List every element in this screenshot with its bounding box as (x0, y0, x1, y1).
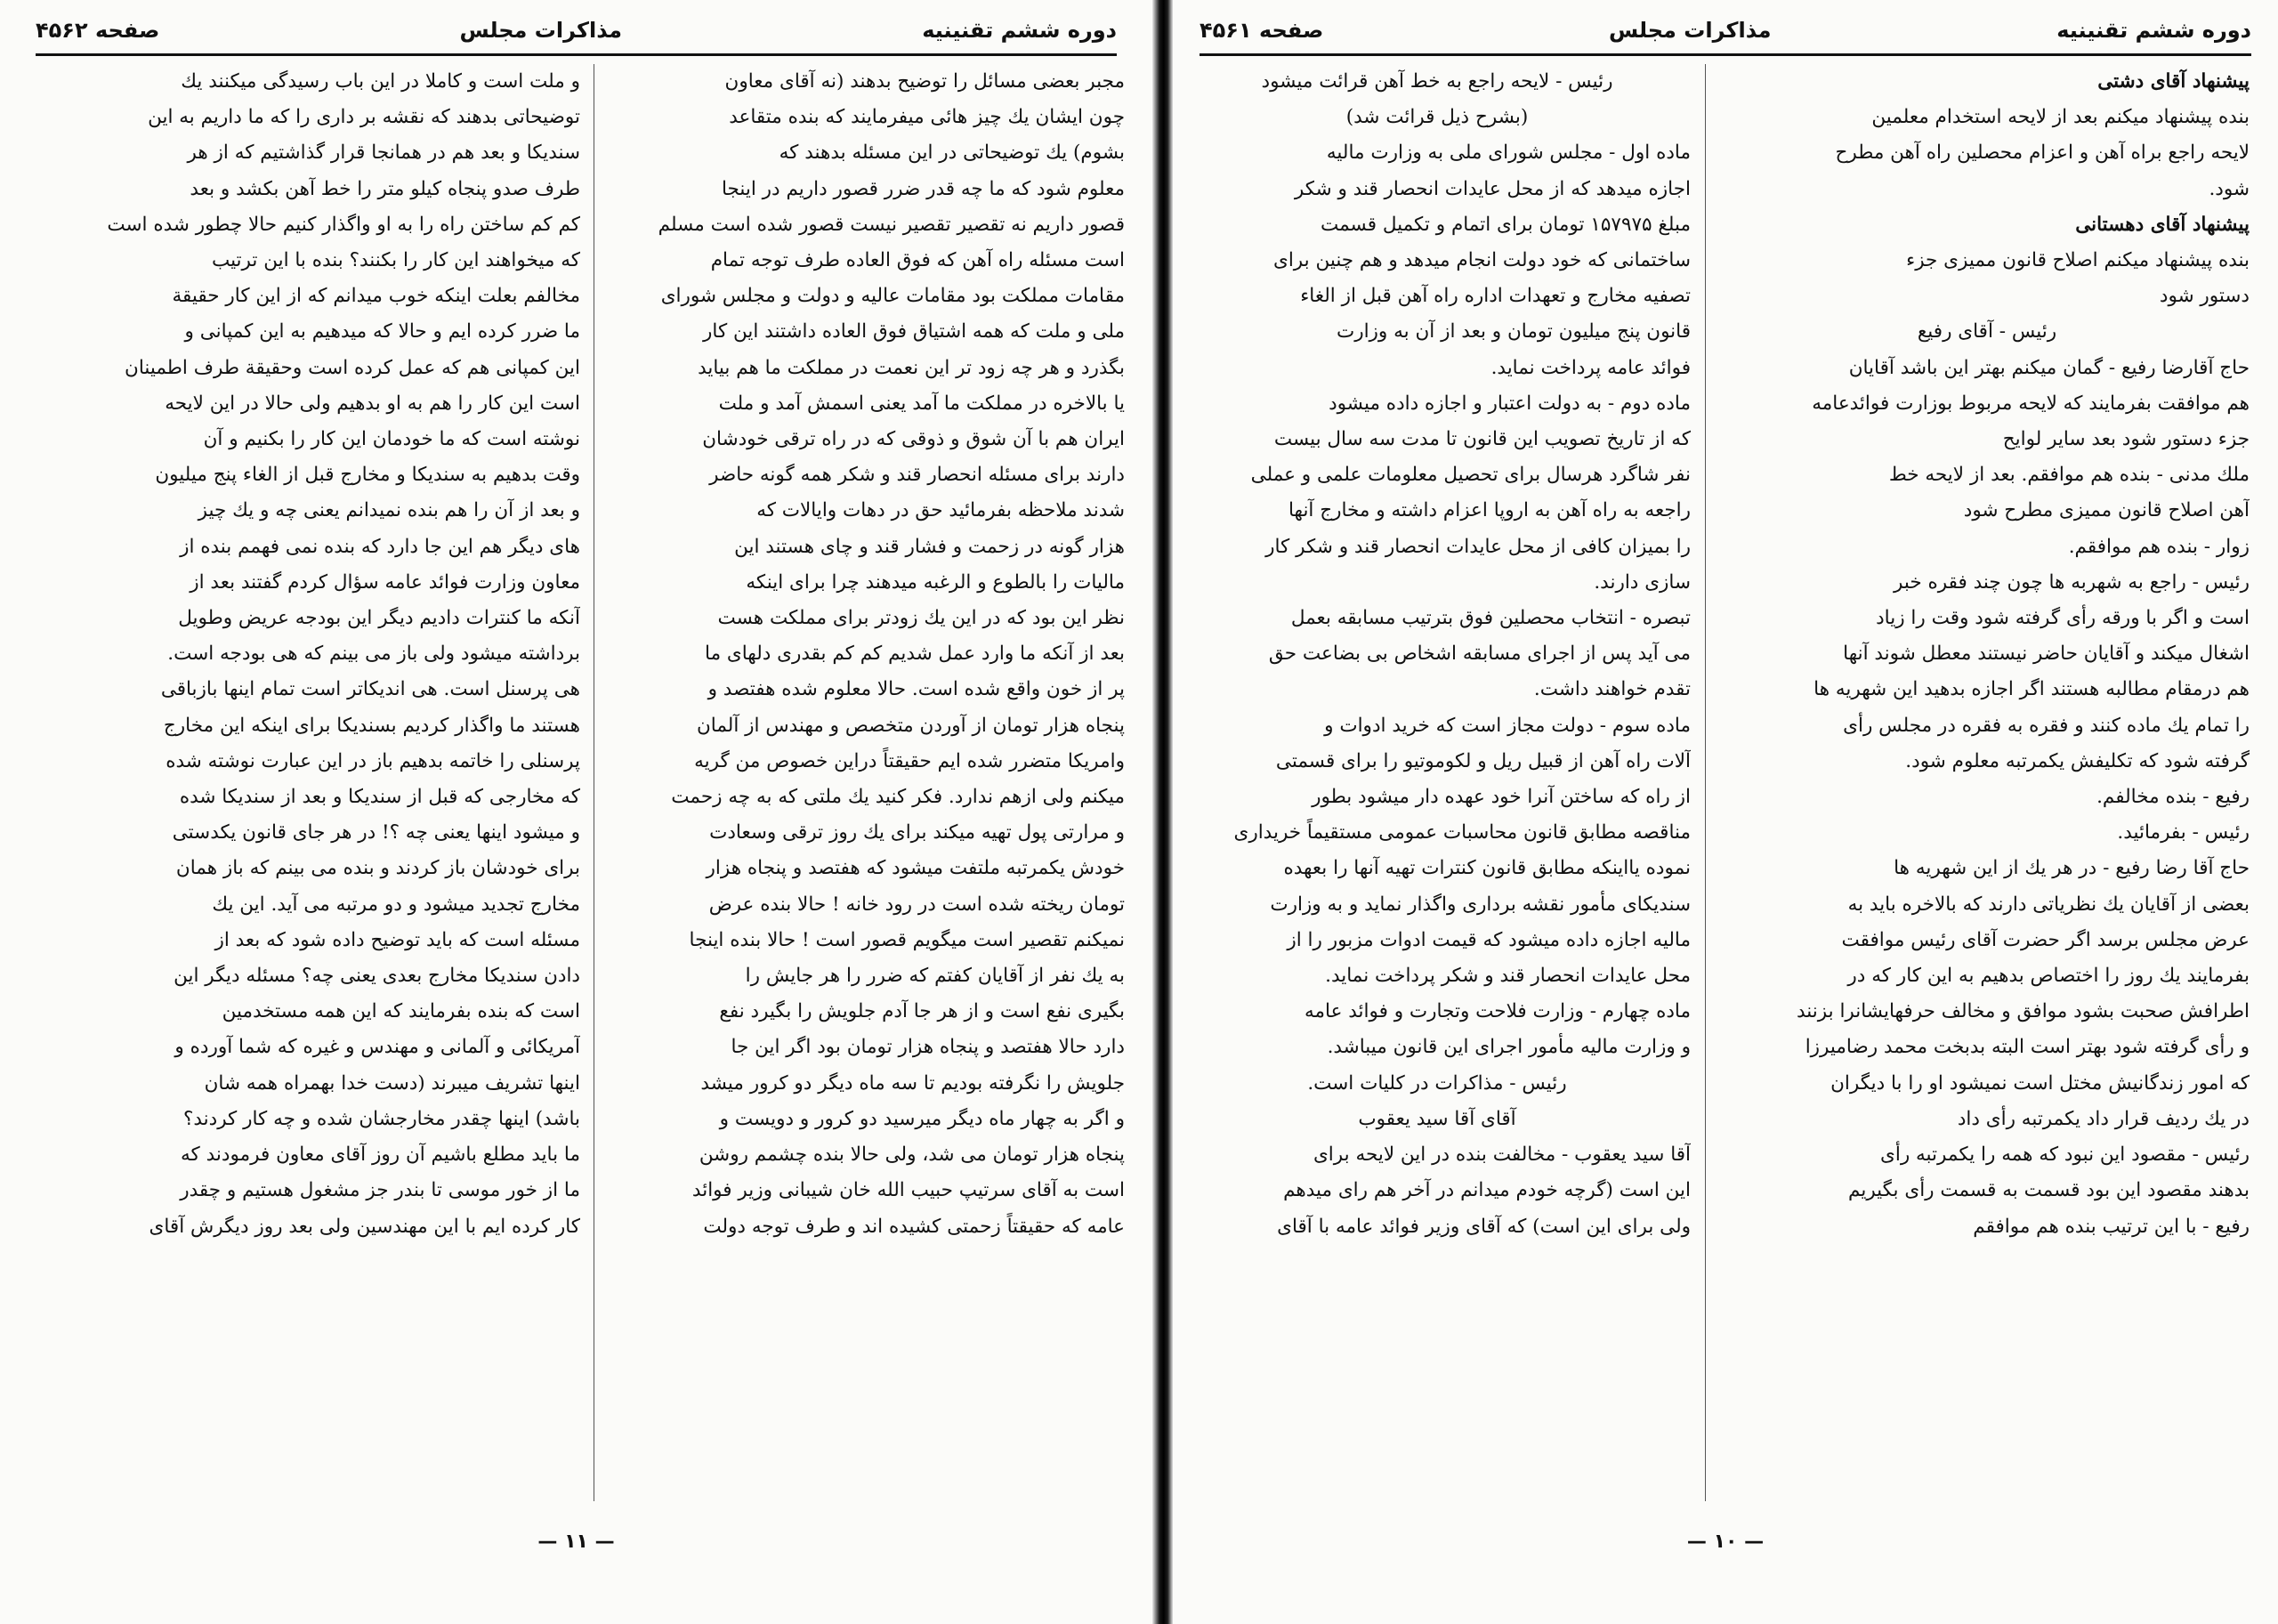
left-page-number: صفحه ۴۵۶۲ (36, 18, 160, 43)
text-line: پنجاه هزار تومان از آوردن متخصص و مهندس از آلمان (697, 714, 1125, 737)
text-line: رئیس - مذاکرات در کلیات است. (1307, 1071, 1567, 1095)
text-line: هی پرسنل است. هی اندیکاتر است تمام اینها بازباقی (160, 678, 580, 701)
text-line: نموده یااینکه مطابق قانون کنترات تهیه آنها را بعهده (1283, 857, 1691, 880)
text-line: که امور زندگانیش مختل است نمیشود او را با دیگران (1830, 1071, 2250, 1095)
text-line: هستند ما واگذار کردیم بسندیکا برای اینکه این مخارج (163, 714, 580, 737)
text-line: آلات راه آهن از قبیل ریل و لکوموتیو را برای قسمتی (1275, 749, 1691, 772)
text-line: وامریکا متضرر شده ایم حقیقتاً دراین خصوص من گریه (694, 749, 1125, 772)
text-line: مخارج تجدید میشود و دو مرتبه می آید. این یك (212, 893, 580, 916)
text-line: ماده چهارم - وزارت فلاحت وتجارت و فوائد عامه (1304, 1000, 1691, 1023)
text-line: خودش یکمرتبه ملتفت میشود که هفتصد و پنجاه هزار (706, 857, 1125, 880)
text-line: ما از خور موسی تا بندر جز مشغول هستیم و چقدر (180, 1179, 580, 1202)
text-line: میکنم ولی ازهم ندارد. فکر کنید یك ملتی که به چه زحمت (671, 786, 1125, 809)
text-line: و میشود اینها یعنی چه ؟! در هر جای قانون یکدستی (172, 821, 580, 844)
right-page-left-column (1183, 64, 1691, 1506)
text-line: و ملت است و کاملا در این باب رسیدگی میکنند یك (181, 70, 580, 93)
text-line: پر از خون واقع شده است. حالا معلوم شده هفتصد و (707, 678, 1125, 701)
text-line: ما باید مطلع باشیم آن روز آقای معاون فرمودند که (181, 1143, 580, 1167)
text-line: زوار - بنده هم موافقم. (2068, 535, 2250, 558)
text-line: هم درمقام مطالبه هستند اگر اجازه بدهید این شهریه ها (1814, 678, 2250, 701)
text-line: مالیه اجازه داده میشود که قیمت ادوات مزبور را از (1287, 928, 1691, 951)
text-line: سندیکای مأمور نقشه برداری واگذار نماید و به وزارت (1270, 893, 1691, 916)
text-line: عامه که حقیقتاً زحمتی کشیده اند و طرف توجه دولت (703, 1215, 1125, 1238)
text-line: بعد از آنکه ما وارد عمل شدیم کم کم بقدری دلهای ما (705, 642, 1125, 666)
text-line: به یك نفر از آقایان کفتم که ضرر را هر جایش را (745, 965, 1125, 988)
right-page-header (1200, 7, 2251, 56)
right-page-number: صفحه ۴۵۶۱ (1200, 18, 1324, 43)
text-line: تصفیه مخارج و تعهدات اداره راه آهن قبل از الغاء (1300, 285, 1691, 308)
text-line: حاج آقارضا رفیع - گمان میکنم بهتر این باشد آقایان (1848, 356, 2250, 379)
text-line: می آید پس از اجرای مسابقه اشخاص بی بضاعت حق (1268, 642, 1691, 666)
text-line: دادن سندیکا مخارج بعدی یعنی چه؟ مسئله دیگر این (174, 965, 580, 988)
text-line: قصور داریم نه تقصیر تقصیر نیست قصور شده است مسلم (658, 213, 1125, 236)
text-line: مجبر بعضی مسائل را توضیح بدهند (نه آقای معاون (724, 70, 1125, 93)
text-line: لایحه راجع براه آهن و اعزام محصلین راه آهن مطرح (1835, 141, 2250, 165)
text-line: ماده دوم - به دولت اعتبار و اجازه داده میشود (1329, 392, 1691, 415)
text-line: بشوم) یك توضیحاتی در این مسئله بدهند که (779, 141, 1125, 165)
text-line: برداشته میشود ولی باز می بینم که هی بودجه است. (167, 642, 580, 666)
text-line: در یك ردیف قرار داد یکمرتبه رأی داد (1957, 1107, 2250, 1130)
text-line: را بمیزان کافی از محل عایدات انحصار قند و شکر کار (1265, 535, 1691, 558)
right-page-footer: — ۱۰ — (1686, 1531, 1765, 1553)
text-line: و بعد از آن را هم بنده نمیدانم یعنی چه و یك چیز (198, 499, 580, 522)
right-page (1173, 0, 2278, 1624)
left-session-label: دوره ششم تقنینیه (922, 18, 1117, 43)
text-line: ماده اول - مجلس شورای ملی به وزارت مالیه (1326, 141, 1691, 165)
text-line: و مرارتی پول تهیه میکند برای یك روز ترقی وسعادت (709, 821, 1125, 844)
text-line: دارد حالا هفتصد و پنجاه هزار تومان بود اگر این جا (731, 1036, 1125, 1059)
text-line: ولی برای این است) که آقای وزیر فوائد عامه با آقای (1277, 1215, 1691, 1238)
left-page-footer: — ۱۱ — (537, 1531, 615, 1553)
text-line: رفیع - بنده مخالفم. (2096, 786, 2250, 809)
text-line: گرفته شود که تکلیفش یکمرتبه معلوم شود. (1905, 749, 2250, 772)
text-line: ما ضرر کرده ایم و حالا که میدهیم به این کمپانی و (184, 320, 580, 343)
text-line: است که بنده بفرمایند که این همه مستخدمین (222, 1000, 580, 1023)
text-line: هزار گونه در زحمت و فشار قند و چای هستند این (734, 535, 1125, 558)
text-line: تقدم خواهند داشت. (1533, 678, 1691, 701)
text-line: است این کار را هم به او بدهیم ولی حالا در این لایحه (165, 392, 580, 415)
text-line: است به آقای سرتیپ حبیب الله خان شیبانی وزیر فوائد (691, 1179, 1125, 1202)
text-line: معلوم شود که ما چه قدر ضرر قصور داریم در اینجا (721, 177, 1125, 200)
text-line: یا بالاخره در مملکت ما آمد یعنی اسمش آمد و ملت (718, 392, 1125, 415)
text-line: رفیع - با این ترتیب بنده هم موافقم (1973, 1215, 2250, 1238)
text-line: طرف صدو پنجاه کیلو متر را خط آهن بکشد و بعد (190, 177, 580, 200)
text-line: سندیکا و بعد هم در همانجا قرار گذاشتیم که از هر (187, 141, 580, 165)
text-line: که میخواهند این کار را بکنند؟ بنده با این ترتیب (211, 249, 580, 272)
text-line: آقای آقا سید یعقوب (1358, 1107, 1516, 1130)
text-line: قانون پنج میلیون تومان و بعد از آن به وزارت (1336, 320, 1691, 343)
text-line: کم کم ساختن راه را به او واگذار کنیم حالا چطور شده است (107, 213, 580, 236)
text-line: رئیس - آقای رفیع (1917, 320, 2057, 343)
text-line: بدهند مقصود این بود قسمت به قسمت رأی بگیریم (1848, 1179, 2250, 1202)
text-line: راجعه به راه آهن به اروپا اعزام داشته و مخارج آنها (1288, 499, 1691, 522)
right-page-right-column (1725, 64, 2250, 1506)
text-line: (بشرح ذیل قرائت شد) (1345, 106, 1529, 129)
column-divider (1705, 64, 1706, 1501)
text-line: است مسئله راه آهن که فوق العاده طرف توجه تمام (710, 249, 1125, 272)
text-line: شود. (2209, 177, 2250, 200)
text-line: ایران هم با آن شوق و ذوقی که در راه ترقی خودشان (702, 428, 1125, 451)
text-line: بعضی از آقایان یك نظریاتی دارند که بالاخره باید به (1847, 893, 2250, 916)
text-line: رئیس - بفرمائید. (2117, 821, 2250, 844)
text-line: برای خودشان باز کردند و بنده می بینم که باز همان (175, 857, 580, 880)
text-line: ماده سوم - دولت مجاز است که خرید ادوات و (1324, 714, 1691, 737)
right-page-title: مذاکرات مجلس (1609, 18, 1772, 43)
text-line: بنده پیشنهاد میکنم اصلاح قانون ممیزی جزء (1906, 249, 2250, 272)
text-line: تومان ریخته شده است در رود خانه ! حالا بنده عرض (708, 893, 1125, 916)
text-line: پرسنلی را خاتمه بدهیم باز در این عبارت نوشته شده (166, 749, 580, 772)
left-page-header (36, 7, 1117, 56)
book-gutter (1152, 0, 1173, 1624)
text-line: نوشته است که ما خودمان این کار را بکنیم و آن (203, 428, 580, 451)
text-line: آمریکائی و آلمانی و مهندس و غیره که شما آورده و (174, 1036, 580, 1059)
left-page-left-column (71, 64, 580, 1506)
text-line: های دیگر هم این جا دارد که بنده نمی فهمم بنده از (180, 535, 580, 558)
text-line: ساختمانی که خود دولت انجام میدهد و هم چنین برای (1272, 249, 1691, 272)
text-line: دستور شود (2159, 285, 2250, 308)
text-line: مخالفم بعلت اینکه خوب میدانم که از این کار حقیقة (172, 285, 580, 308)
text-line: آهن اصلاح قانون ممیزی مطرح شود (1963, 499, 2250, 522)
text-line: سازی دارند. (1594, 570, 1691, 594)
text-line: معاون وزارت فوائد عامه سؤال کردم گفتند بعد از (190, 570, 580, 594)
text-line: اجازه میدهد که از محل عایدات انحصار قند و شکر (1294, 177, 1691, 200)
text-line: ملی و ملت که همه اشتیاق فوق العاده داشتند این کار (703, 320, 1125, 343)
text-line: اطرافش صحبت بشود موافق و مخالف حرفهایشانرا بزنند (1797, 1000, 2250, 1023)
text-line: مسئله است که باید توضیح داده شود که بعد از (214, 928, 580, 951)
text-line: پیشنهاد آقای دشتی (2097, 70, 2250, 93)
text-line: محل عایدات انحصار قند و شکر پرداخت نماید. (1325, 965, 1691, 988)
text-line: جزء دستور شود بعد سایر لوایح (2002, 428, 2250, 451)
text-line: ملك مدنی - بنده هم موافقم. بعد از لایحه خط (1888, 464, 2250, 487)
text-line: عرض مجلس برسد اگر حضرت آقای رئیس موافقت (1841, 928, 2250, 951)
text-line: جلویش را نگرفته بودیم تا سه ماه دیگر دو کرور میشد (700, 1071, 1125, 1095)
text-line: هم موافقت بفرمایند که لایحه مربوط بوزارت فوائدعامه (1812, 392, 2250, 415)
text-line: را تمام یك ماده کنند و فقره به فقره در مجلس رأی (1843, 714, 2250, 737)
text-line: پنجاه هزار تومان می شد، ولی حالا بنده چشمم روشن (699, 1143, 1125, 1167)
text-line: آقا سید یعقوب - مخالفت بنده در این لایحه برای (1313, 1143, 1691, 1167)
text-line: رئیس - لایحه راجع به خط آهن قرائت میشود (1261, 70, 1613, 93)
text-line: که از تاریخ تصویب این قانون تا مدت سه سال بیست (1273, 428, 1691, 451)
text-line: و اگر به چهار ماه دیگر میرسید دو کرور و دویست و (719, 1107, 1125, 1130)
text-line: حاج آقا رضا رفیع - در هر یك از این شهریه ها (1894, 857, 2250, 880)
text-line: مالیات را بالطوع و الرغبه میدهند چرا برای اینکه (746, 570, 1125, 594)
text-line: بگیری نفع است و از هر جا آدم جلویش را بگیرد نفع (719, 1000, 1125, 1023)
text-line: نمیکنم تقصیر است میگویم قصور است ! حالا بنده اینجا (689, 928, 1125, 951)
text-line: شدند ملاحظه بفرمائید حق در دهات وایالات که (756, 499, 1125, 522)
text-line: رئیس - مقصود این نبود که همه را یکمرتبه رأی (1880, 1143, 2250, 1167)
text-line: مناقصه مطابق قانون محاسبات عمومی مستقیماً خریداری (1233, 821, 1691, 844)
text-line: و رأی گرفته شود بهتر است البته بدبخت محمد رضامیرزا (1805, 1036, 2250, 1059)
text-line: از راه که ساختن آنرا خود عهده دار میشود بطور (1312, 786, 1691, 809)
text-line: توضیحاتی بدهند که نقشه بر داری را که ما داریم به این (148, 106, 580, 129)
text-line: چون ایشان یك چیز هائی میفرمایند که بنده متقاعد (729, 106, 1125, 129)
text-line: رئیس - راجع به شهربه ها چون چند فقره خبر (1894, 570, 2250, 594)
text-line: مقامات مملکت بود مقامات عالیه و دولت و مجلس شورای (660, 285, 1125, 308)
text-line: بنده پیشنهاد میکنم بعد از لایحه استخدام معلمین (1871, 106, 2250, 129)
text-line: اینها تشریف میبرند (دست خدا بهمراه همه شان (204, 1071, 580, 1095)
text-line: این کمپانی هم که عمل کرده است وحقیقة طرف اطمینان (125, 356, 580, 379)
text-line: بفرمایند یك روز را اختصاص بدهیم به این کار که در (1847, 965, 2250, 988)
text-line: نفر شاگرد هرسال برای تحصیل معلومات علمی و عملی (1250, 464, 1691, 487)
right-session-label: دوره ششم تقنینیه (2056, 18, 2251, 43)
left-page-title: مذاکرات مجلس (459, 18, 622, 43)
text-line: فوائد عامه پرداخت نماید. (1490, 356, 1691, 379)
text-line: و وزارت مالیه مأمور اجرای این قانون میباشد. (1327, 1036, 1691, 1059)
text-line: است و اگر با ورقه رأی گرفته شود وقت را زیاد (1876, 607, 2250, 630)
text-line: کار کرده ایم با این مهندسین ولی بعد روز دیگرش آقای (149, 1215, 580, 1238)
text-line: آنکه ما کنترات دادیم دیگر این بودجه عریض وطویل (178, 607, 580, 630)
text-line: وقت بدهیم به سندیکا و مخارج قبل از الغاء پنج میلیون (155, 464, 580, 487)
text-line: که مخارجی که قبل از سندیکا و بعد از سندیکا شده (179, 786, 580, 809)
text-line: این است (گرچه خودم میدانم در آخر هم رای میدهم (1283, 1179, 1691, 1202)
text-line: باشد) اینها چقدر مخارجشان شده و چه کار کردند؟ (182, 1107, 580, 1130)
text-line: مبلغ ۱۵۷۹۷۵ تومان برای اتمام و تکمیل قسمت (1321, 213, 1691, 236)
text-line: تبصره - انتخاب محصلین فوق بترتیب مسابقه بعمل (1290, 607, 1691, 630)
text-line: بگذرد و هر چه زود تر این نعمت در مملکت ما هم بیاید (698, 356, 1125, 379)
text-line: اشغال میکند و آقایان حاضر نیستند معطل شوند آنها (1843, 642, 2250, 666)
text-line: پیشنهاد آقای دهستانی (2075, 213, 2250, 236)
text-line: دارند برای مسئله انحصار قند و شکر همه گونه حاضر (709, 464, 1125, 487)
left-page-right-column (616, 64, 1125, 1506)
text-line: نظر این بود که در این یك زودتر برای مملکت هست (717, 607, 1125, 630)
